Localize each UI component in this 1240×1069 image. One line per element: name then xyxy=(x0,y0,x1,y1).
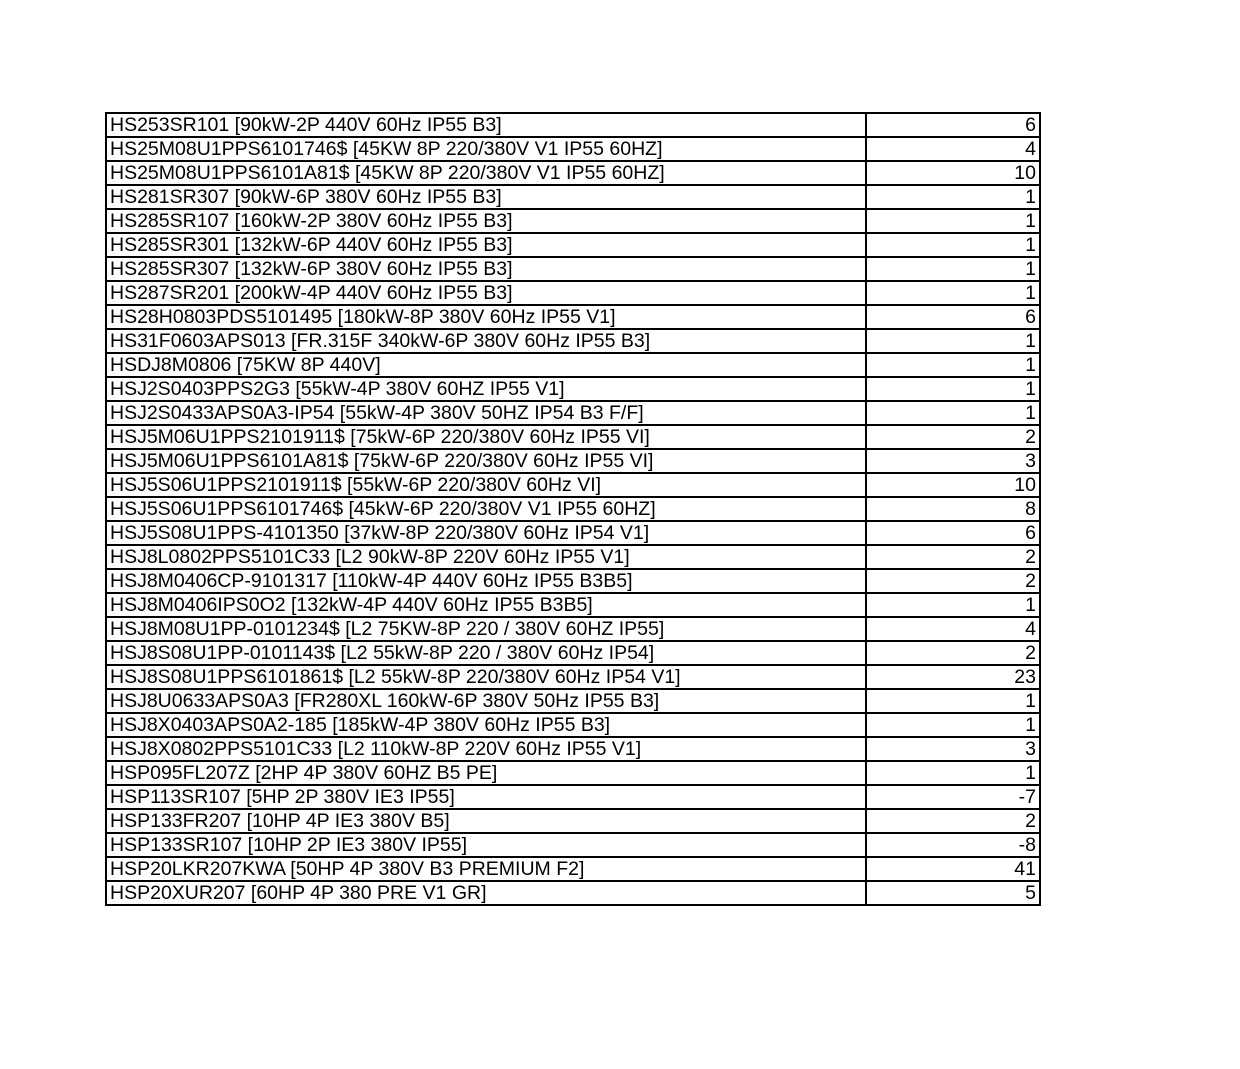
quantity-cell: 6 xyxy=(866,521,1040,545)
quantity-cell: 1 xyxy=(866,329,1040,353)
description-cell: HSJ8M08U1PP-0101234$ [L2 75KW-8P 220 / 380V 60HZ IP55] xyxy=(106,617,866,641)
description-cell: HSJ5S08U1PPS-4101350 [37kW-8P 220/380V 60Hz IP54 V1] xyxy=(106,521,866,545)
table-row xyxy=(106,881,1040,905)
description-cell: HS25M08U1PPS6101A81$ [45KW 8P 220/380V V1 IP55 60HZ] xyxy=(106,161,866,185)
table-row xyxy=(106,617,1040,641)
quantity-cell: 4 xyxy=(866,617,1040,641)
quantity-cell: 1 xyxy=(866,713,1040,737)
description-cell: HSJ5S06U1PPS2101911$ [55kW-6P 220/380V 60Hz VI] xyxy=(106,473,866,497)
description-cell: HS281SR307 [90kW-6P 380V 60Hz IP55 B3] xyxy=(106,185,866,209)
table-row xyxy=(106,593,1040,617)
quantity-cell: 1 xyxy=(866,761,1040,785)
quantity-cell: 1 xyxy=(866,593,1040,617)
table-row xyxy=(106,545,1040,569)
description-cell: HSJ8S08U1PPS6101861$ [L2 55kW-8P 220/380V 60Hz IP54 V1] xyxy=(106,665,866,689)
description-cell: HSJ5M06U1PPS6101A81$ [75kW-6P 220/380V 60Hz IP55 VI] xyxy=(106,449,866,473)
description-cell: HSJ2S0403PPS2G3 [55kW-4P 380V 60HZ IP55 V1] xyxy=(106,377,866,401)
quantity-cell: 1 xyxy=(866,377,1040,401)
table-row xyxy=(106,353,1040,377)
table-row xyxy=(106,257,1040,281)
description-cell: HS285SR301 [132kW-6P 440V 60Hz IP55 B3] xyxy=(106,233,866,257)
quantity-cell: 5 xyxy=(866,881,1040,905)
description-cell: HSP133FR207 [10HP 4P IE3 380V B5] xyxy=(106,809,866,833)
table-row xyxy=(106,761,1040,785)
table-row xyxy=(106,833,1040,857)
table-row xyxy=(106,305,1040,329)
description-cell: HSJ2S0433APS0A3-IP54 [55kW-4P 380V 50HZ IP54 B3 F/F] xyxy=(106,401,866,425)
quantity-cell: 2 xyxy=(866,425,1040,449)
table-row xyxy=(106,521,1040,545)
table-row xyxy=(106,857,1040,881)
quantity-cell: 1 xyxy=(866,233,1040,257)
quantity-cell: 23 xyxy=(866,665,1040,689)
description-cell: HSP095FL207Z [2HP 4P 380V 60HZ B5 PE] xyxy=(106,761,866,785)
quantity-cell: 8 xyxy=(866,497,1040,521)
table-row xyxy=(106,281,1040,305)
quantity-cell: 10 xyxy=(866,473,1040,497)
stock-table xyxy=(105,112,1041,906)
table-row xyxy=(106,713,1040,737)
description-cell: HSP20LKR207KWA [50HP 4P 380V B3 PREMIUM F2] xyxy=(106,857,866,881)
description-cell: HSJ8L0802PPS5101C33 [L2 90kW-8P 220V 60Hz IP55 V1] xyxy=(106,545,866,569)
table-row xyxy=(106,377,1040,401)
description-cell: HS285SR307 [132kW-6P 380V 60Hz IP55 B3] xyxy=(106,257,866,281)
description-cell: HS31F0603APS013 [FR.315F 340kW-6P 380V 60Hz IP55 B3] xyxy=(106,329,866,353)
quantity-cell: -8 xyxy=(866,833,1040,857)
description-cell: HSJ5S06U1PPS6101746$ [45kW-6P 220/380V V1 IP55 60HZ] xyxy=(106,497,866,521)
quantity-cell: 2 xyxy=(866,641,1040,665)
table-row xyxy=(106,233,1040,257)
quantity-cell: 1 xyxy=(866,257,1040,281)
quantity-cell: 6 xyxy=(866,305,1040,329)
description-cell: HSJ8X0403APS0A2-185 [185kW-4P 380V 60Hz IP55 B3] xyxy=(106,713,866,737)
table-row xyxy=(106,473,1040,497)
description-cell: HSJ8S08U1PP-0101143$ [L2 55kW-8P 220 / 380V 60Hz IP54] xyxy=(106,641,866,665)
description-cell: HSP133SR107 [10HP 2P IE3 380V IP55] xyxy=(106,833,866,857)
table-row xyxy=(106,737,1040,761)
description-cell: HS287SR201 [200kW-4P 440V 60Hz IP55 B3] xyxy=(106,281,866,305)
table-row xyxy=(106,185,1040,209)
description-cell: HS285SR107 [160kW-2P 380V 60Hz IP55 B3] xyxy=(106,209,866,233)
table-row xyxy=(106,329,1040,353)
description-cell: HSJ8M0406IPS0O2 [132kW-4P 440V 60Hz IP55 B3B5] xyxy=(106,593,866,617)
table-row xyxy=(106,161,1040,185)
table-row xyxy=(106,689,1040,713)
quantity-cell: 1 xyxy=(866,281,1040,305)
table-row xyxy=(106,665,1040,689)
table-row xyxy=(106,809,1040,833)
quantity-cell: 6 xyxy=(866,113,1040,137)
table-row xyxy=(106,569,1040,593)
table-row xyxy=(106,785,1040,809)
description-cell: HS25M08U1PPS6101746$ [45KW 8P 220/380V V1 IP55 60HZ] xyxy=(106,137,866,161)
description-cell: HS28H0803PDS5101495 [180kW-8P 380V 60Hz IP55 V1] xyxy=(106,305,866,329)
table-row xyxy=(106,401,1040,425)
quantity-cell: 41 xyxy=(866,857,1040,881)
stock-sheet xyxy=(105,112,1039,906)
quantity-cell: 10 xyxy=(866,161,1040,185)
quantity-cell: 3 xyxy=(866,449,1040,473)
quantity-cell: 1 xyxy=(866,689,1040,713)
description-cell: HSDJ8M0806 [75KW 8P 440V] xyxy=(106,353,866,377)
description-cell: HSP113SR107 [5HP 2P 380V IE3 IP55] xyxy=(106,785,866,809)
quantity-cell: 4 xyxy=(866,137,1040,161)
table-row xyxy=(106,137,1040,161)
description-cell: HS253SR101 [90kW-2P 440V 60Hz IP55 B3] xyxy=(106,113,866,137)
table-row xyxy=(106,449,1040,473)
description-cell: HSJ5M06U1PPS2101911$ [75kW-6P 220/380V 60Hz IP55 VI] xyxy=(106,425,866,449)
quantity-cell: 3 xyxy=(866,737,1040,761)
table-row xyxy=(106,425,1040,449)
quantity-cell: 1 xyxy=(866,353,1040,377)
description-cell: HSJ8M0406CP-9101317 [110kW-4P 440V 60Hz IP55 B3B5] xyxy=(106,569,866,593)
table-row xyxy=(106,113,1040,137)
quantity-cell: 1 xyxy=(866,209,1040,233)
quantity-cell: 2 xyxy=(866,569,1040,593)
quantity-cell: 2 xyxy=(866,809,1040,833)
description-cell: HSJ8U0633APS0A3 [FR280XL 160kW-6P 380V 50Hz IP55 B3] xyxy=(106,689,866,713)
description-cell: HSP20XUR207 [60HP 4P 380 PRE V1 GR] xyxy=(106,881,866,905)
table-row xyxy=(106,641,1040,665)
table-row xyxy=(106,497,1040,521)
quantity-cell: 1 xyxy=(866,185,1040,209)
quantity-cell: -7 xyxy=(866,785,1040,809)
quantity-cell: 2 xyxy=(866,545,1040,569)
description-cell: HSJ8X0802PPS5101C33 [L2 110kW-8P 220V 60Hz IP55 V1] xyxy=(106,737,866,761)
table-row xyxy=(106,209,1040,233)
quantity-cell: 1 xyxy=(866,401,1040,425)
